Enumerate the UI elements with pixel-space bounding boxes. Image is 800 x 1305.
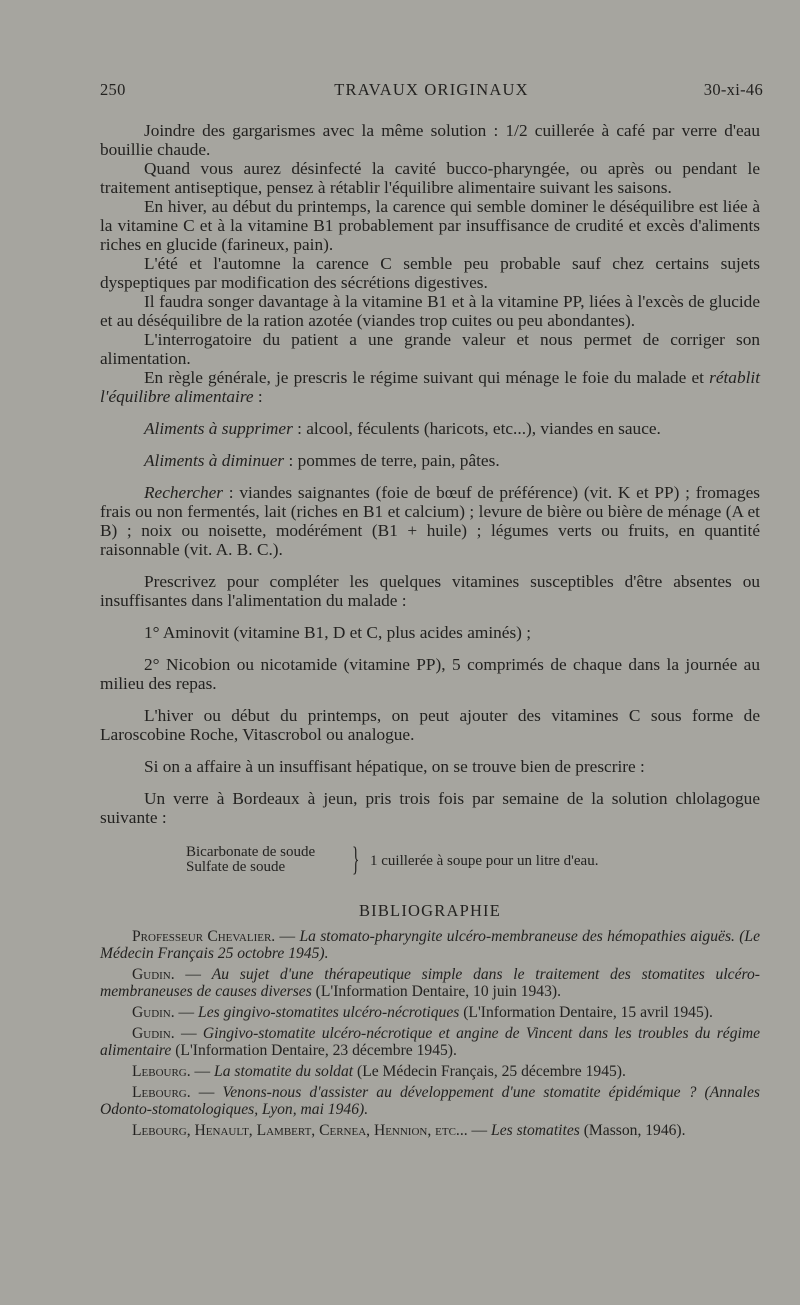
running-header bbox=[100, 80, 763, 106]
bibliography-entry bbox=[100, 1063, 760, 1080]
ref-separator: — bbox=[467, 1122, 492, 1139]
ref-source: (L'Information Dentaire, 10 juin 1943). bbox=[311, 983, 561, 1000]
diet-suppress bbox=[100, 419, 760, 438]
vitamin-item: 1° Aminovit (vitamine B1, D et C, plus acides aminés) ; bbox=[144, 623, 532, 642]
ref-separator: — bbox=[190, 1084, 223, 1101]
ref-source: (Masson, 1946). bbox=[579, 1122, 686, 1139]
bibliography-entry bbox=[100, 928, 760, 962]
diet-reduce bbox=[100, 451, 760, 470]
bibliography-title: BIBLIOGRAPHIE bbox=[358, 901, 502, 920]
formula-ingredients bbox=[186, 845, 315, 875]
diet-text: : viandes saignantes (foie de bœuf de préférence) (vit. K et PP) ; fromages frais ou non fermentés, lait (riches en B1 et calcium) ; levure de bière ou bière de ménage (A et B) ; noix ou noisette, modérément (B1 + huile) ; légumes verts ou fruits, en quantité raisonnable (vit. A. B. C.). bbox=[100, 483, 760, 559]
ref-author: Professeur Chevalier. bbox=[132, 928, 276, 945]
article-body bbox=[100, 121, 760, 1143]
page-number: 250 bbox=[100, 80, 126, 99]
paragraph bbox=[100, 368, 760, 406]
ref-source: (L'Information Dentaire, 15 avril 1945). bbox=[459, 1004, 713, 1021]
ref-author: Lebourg, Henault, Lambert, Cernea, Hennion, etc... bbox=[132, 1122, 468, 1139]
ref-separator: — bbox=[174, 1025, 203, 1042]
ref-author: Gudin. bbox=[132, 1025, 175, 1042]
paragraph: L'été et l'automne la carence C semble peu probable sauf chez certains sujets dyspeptiques par modification des sécrétions digestives. bbox=[100, 254, 760, 292]
diet-seek bbox=[100, 483, 760, 559]
ref-source: (Le Médecin Français 25 octobre 1945). bbox=[100, 928, 761, 962]
formula-dose: 1 cuillerée à soupe pour un litre d'eau. bbox=[370, 853, 599, 869]
ref-author: Lebourg. bbox=[132, 1063, 191, 1080]
diet-label: Aliments à diminuer bbox=[144, 451, 285, 470]
ref-separator: — bbox=[174, 1004, 199, 1021]
paragraph: L'hiver ou début du printemps, on peut ajouter des vitamines C sous forme de Laroscobine Roche, Vitascrobol ou analogue. bbox=[100, 706, 760, 744]
ref-author: Gudin. bbox=[132, 966, 175, 983]
paragraph: En hiver, au début du printemps, la carence qui semble dominer le déséquilibre est liée à la vitamine C et à la vitamine B1 probablement par insuffisance de crudité et excès d'aliments riches en glucide (farineux, pain). bbox=[100, 197, 760, 254]
bibliography-entry bbox=[100, 1004, 760, 1021]
ref-separator: — bbox=[275, 928, 300, 945]
bibliography-entry bbox=[100, 1122, 760, 1139]
paragraph: L'interrogatoire du patient a une grande valeur et nous permet de corriger son alimentation. bbox=[100, 330, 760, 368]
diet-text: : alcool, féculents (haricots, etc...), viandes en sauce. bbox=[292, 419, 661, 438]
journal-section-title: TRAVAUX ORIGINAUX bbox=[334, 80, 529, 99]
vitamin-item: 2° Nicobion ou nicotamide (vitamine PP), 5 comprimés de chaque dans la journée au milieu des repas. bbox=[100, 655, 760, 693]
text: En règle générale, je prescris le régime suivant qui ménage le foie du malade et bbox=[144, 368, 710, 387]
ref-title: La stomato-pharyngite ulcéro-membraneuse des hémopathies aiguës. bbox=[299, 928, 735, 945]
ref-title: Les gingivo-stomatites ulcéro-nécrotiques bbox=[198, 1004, 460, 1021]
diet-text: : pommes de terre, pain, pâtes. bbox=[284, 451, 500, 470]
bibliography-entry bbox=[100, 1084, 760, 1118]
ref-author: Gudin. bbox=[132, 1004, 175, 1021]
ref-source: (Le Médecin Français, 25 décembre 1945). bbox=[353, 1063, 626, 1080]
diet-label: Rechercher bbox=[144, 483, 223, 502]
paragraph: Quand vous aurez désinfecté la cavité bucco-pharyngée, ou après ou pendant le traitement antiseptique, pensez à rétablir l'équilibre alimentaire suivant les saisons. bbox=[100, 159, 760, 197]
prescription-formula bbox=[186, 841, 760, 885]
paragraph: Il faudra songer davantage à la vitamine B1 et à la vitamine PP, liées à l'excès de glucide et au déséquilibre de la ration azotée (viandes trop cuites ou peu abondantes). bbox=[100, 292, 760, 330]
ref-source: (L'Information Dentaire, 23 décembre 1945). bbox=[171, 1042, 457, 1059]
ref-title: Venons-nous d'assister au développement d'une stomatite épidémique ? bbox=[222, 1084, 697, 1101]
ref-title: Au sujet d'une thérapeutique simple dans le traitement des stomatites ulcéro-membraneuses de causes diverses bbox=[100, 966, 760, 1000]
paragraph: Si on a affaire à un insuffisant hépatique, on se trouve bien de prescrire : bbox=[144, 757, 645, 776]
bibliography-entry bbox=[100, 966, 760, 1000]
diet-label: Aliments à supprimer bbox=[144, 419, 293, 438]
bibliography-list bbox=[100, 928, 760, 1139]
brace-glyph: } bbox=[352, 841, 360, 878]
ingredient: Bicarbonate de soude bbox=[186, 844, 316, 860]
ref-title: La stomatite du soldat bbox=[214, 1063, 354, 1080]
ref-title: Les stomatites bbox=[491, 1122, 580, 1139]
ingredient: Sulfate de soude bbox=[186, 859, 286, 875]
bibliography-entry bbox=[100, 1025, 760, 1059]
text: : bbox=[253, 387, 263, 406]
paragraph: Prescrivez pour compléter les quelques vitamines susceptibles d'être absentes ou insuffisantes dans l'alimentation du malade : bbox=[100, 572, 760, 610]
paragraph: Joindre des gargarismes avec la même solution : 1/2 cuillerée à café par verre d'eau bouillie chaude. bbox=[100, 121, 760, 159]
ref-separator: — bbox=[174, 966, 212, 983]
paragraph: Un verre à Bordeaux à jeun, pris trois fois par semaine de la solution chlolagogue suivante : bbox=[100, 789, 760, 827]
emphasis: rétablit l'équilibre alimentaire bbox=[100, 368, 760, 406]
ref-source: (Annales Odonto-stomatologiques, Lyon, mai 1946). bbox=[100, 1084, 760, 1118]
ref-title: Gingivo-stomatite ulcéro-nécrotique et angine de Vincent dans les troubles du régime alimentaire bbox=[100, 1025, 761, 1059]
ref-separator: — bbox=[190, 1063, 215, 1080]
issue-date: 30-xi-46 bbox=[703, 80, 763, 99]
ref-author: Lebourg. bbox=[132, 1084, 191, 1101]
